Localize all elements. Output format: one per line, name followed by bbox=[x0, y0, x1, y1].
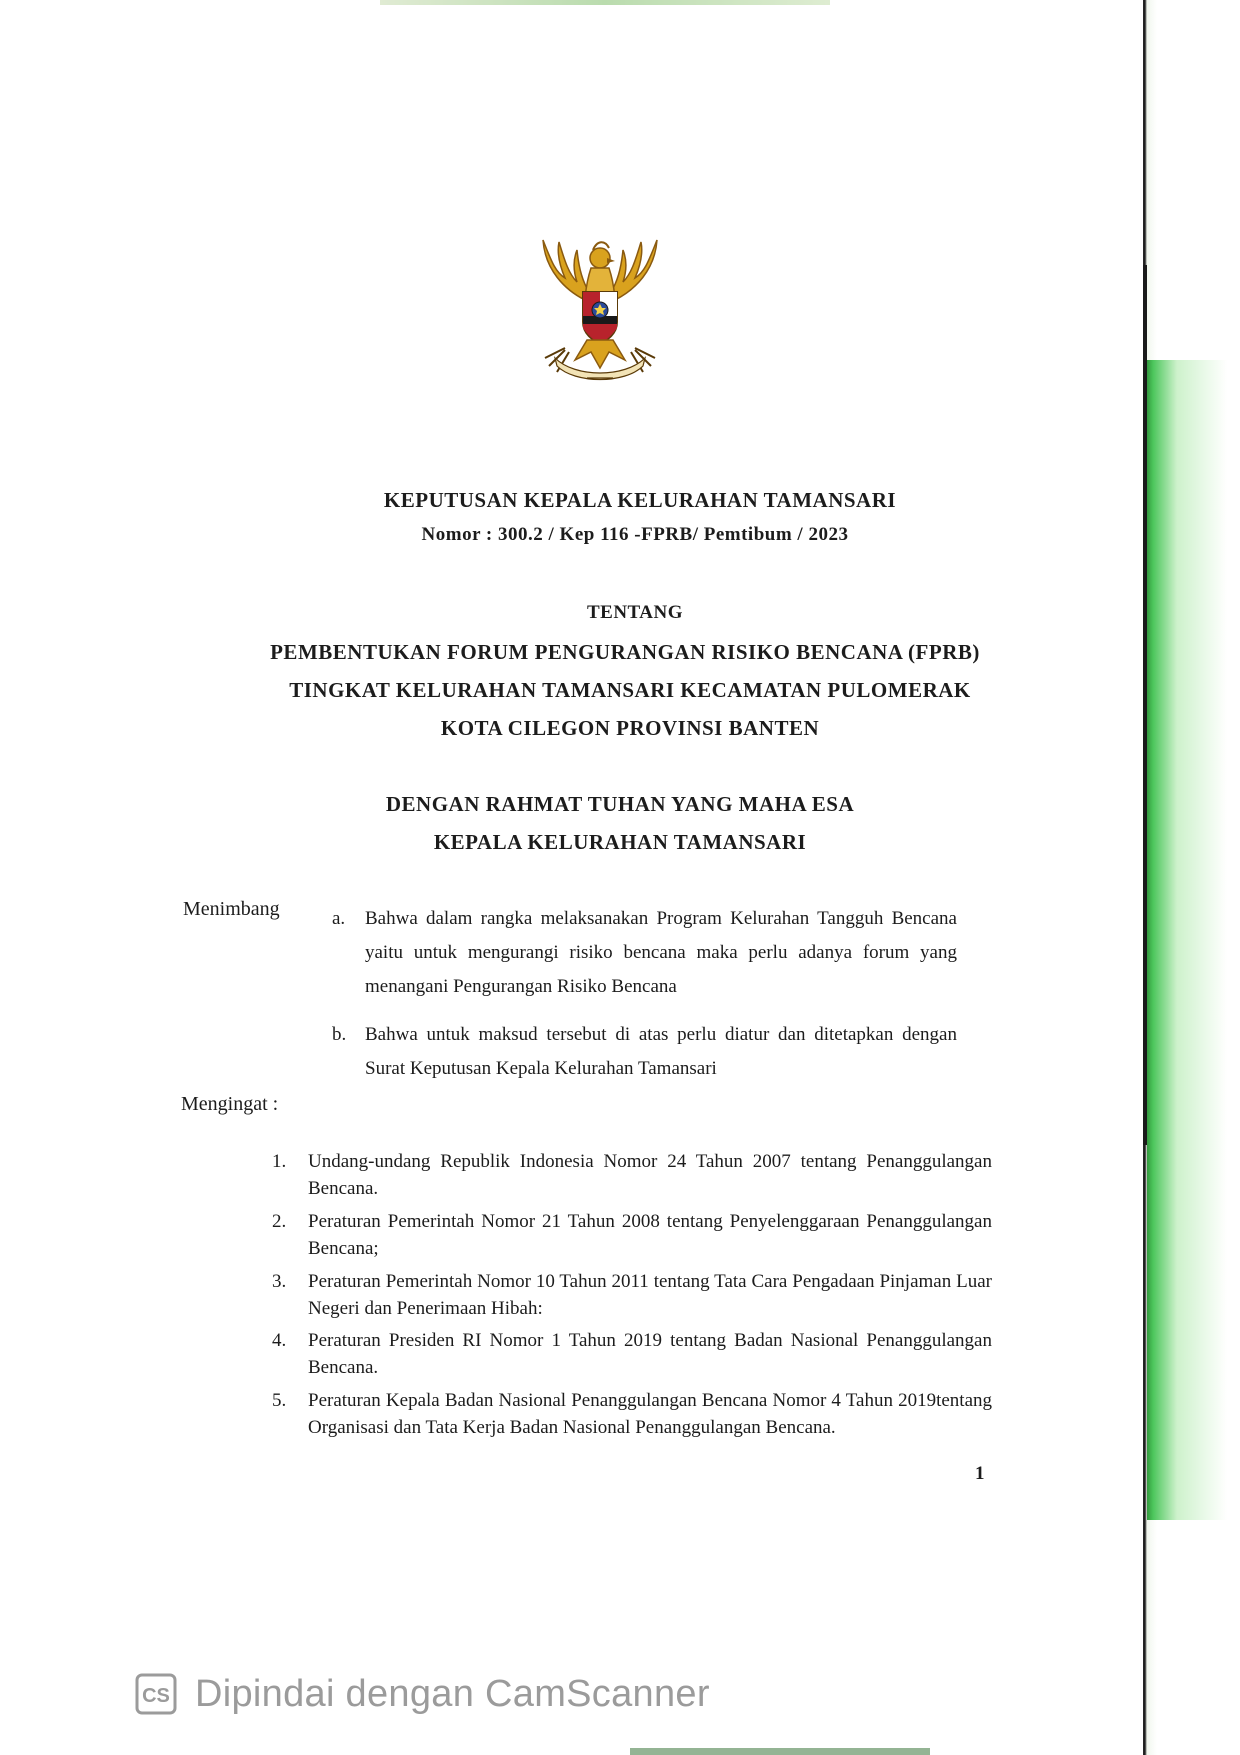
item-text: Bahwa untuk maksud tersebut di atas perlu diatur dan ditetapkan dengan Surat Keputusan Kepala Kelurahan Tamansari bbox=[365, 1024, 957, 1079]
scan-top-edge-artifact bbox=[380, 0, 830, 5]
mengingat-item bbox=[272, 1327, 992, 1383]
camscanner-logo-icon bbox=[135, 1673, 177, 1715]
item-text: Undang-undang Republik Indonesia Nomor 24 Tahun 2007 tentang Penanggulangan Bencana. bbox=[308, 1151, 992, 1199]
kepala-heading: KEPALA KELURAHAN TAMANSARI bbox=[433, 830, 807, 854]
garuda-emblem-icon bbox=[525, 230, 675, 400]
item-number: 3. bbox=[272, 1271, 287, 1292]
tentang-heading: TENTANG bbox=[586, 602, 684, 623]
mengingat-item bbox=[272, 1208, 992, 1264]
item-text: Peraturan Pemerintah Nomor 10 Tahun 2011 tentang Tata Cara Pengadaan Pinjaman Luar Negeri dan Penerimaan Hibah: bbox=[308, 1271, 992, 1319]
item-marker: b. bbox=[332, 1024, 347, 1045]
subject-line-3: KOTA CILEGON PROVINSI BANTEN bbox=[440, 716, 820, 740]
item-text: Peraturan Pemerintah Nomor 21 Tahun 2008 tentang Penyelenggaraan Penanggulangan Bencana; bbox=[308, 1211, 992, 1259]
decree-title: KEPUTUSAN KEPALA KELURAHAN TAMANSARI bbox=[383, 488, 897, 512]
item-text: Bahwa dalam rangka melaksanakan Program Kelurahan Tangguh Bencana yaitu untuk mengurangi risiko bencana maka perlu adanya forum yang menangani Pengurangan Risiko Bencana bbox=[365, 908, 957, 997]
item-text: Peraturan Presiden RI Nomor 1 Tahun 2019 tentang Badan Nasional Penanggulangan Bencana. bbox=[308, 1330, 992, 1378]
item-number: 5. bbox=[272, 1390, 287, 1411]
mengingat-item bbox=[272, 1148, 992, 1204]
item-number: 4. bbox=[272, 1330, 287, 1351]
page-number: 1 bbox=[975, 1463, 985, 1484]
subject-line-1: PEMBENTUKAN FORUM PENGURANGAN RISIKO BENCANA (FPRB) bbox=[270, 640, 980, 664]
subject-line-2: TINGKAT KELURAHAN TAMANSARI KECAMATAN PULOMERAK bbox=[289, 678, 971, 702]
item-number: 1. bbox=[272, 1151, 287, 1172]
mengingat-label: Mengingat : bbox=[181, 1093, 279, 1115]
camscanner-watermark bbox=[135, 1672, 710, 1716]
rahmat-heading: DENGAN RAHMAT TUHAN YANG MAHA ESA bbox=[385, 792, 855, 816]
camscanner-logo-text: CS bbox=[142, 1685, 170, 1707]
item-number: 2. bbox=[272, 1211, 287, 1232]
decree-number: Nomor : 300.2 / Kep 116 -FPRB/ Pemtibum / 2023 bbox=[421, 524, 849, 545]
mengingat-item bbox=[272, 1268, 992, 1324]
menimbang-item bbox=[332, 902, 962, 1012]
item-text: Peraturan Kepala Badan Nasional Penanggulangan Bencana Nomor 4 Tahun 2019tentang Organisasi dan Tata Kerja Badan Nasional Penanggulangan Bencana. bbox=[308, 1390, 992, 1438]
scan-right-shadow-artifact bbox=[1143, 265, 1147, 1145]
camscanner-text: Dipindai dengan CamScanner bbox=[195, 1672, 710, 1715]
menimbang-label: Menimbang bbox=[183, 898, 280, 920]
mengingat-item bbox=[272, 1387, 992, 1443]
item-marker: a. bbox=[332, 908, 346, 929]
scan-bottom-edge-artifact bbox=[630, 1748, 930, 1755]
menimbang-item bbox=[332, 1018, 962, 1090]
